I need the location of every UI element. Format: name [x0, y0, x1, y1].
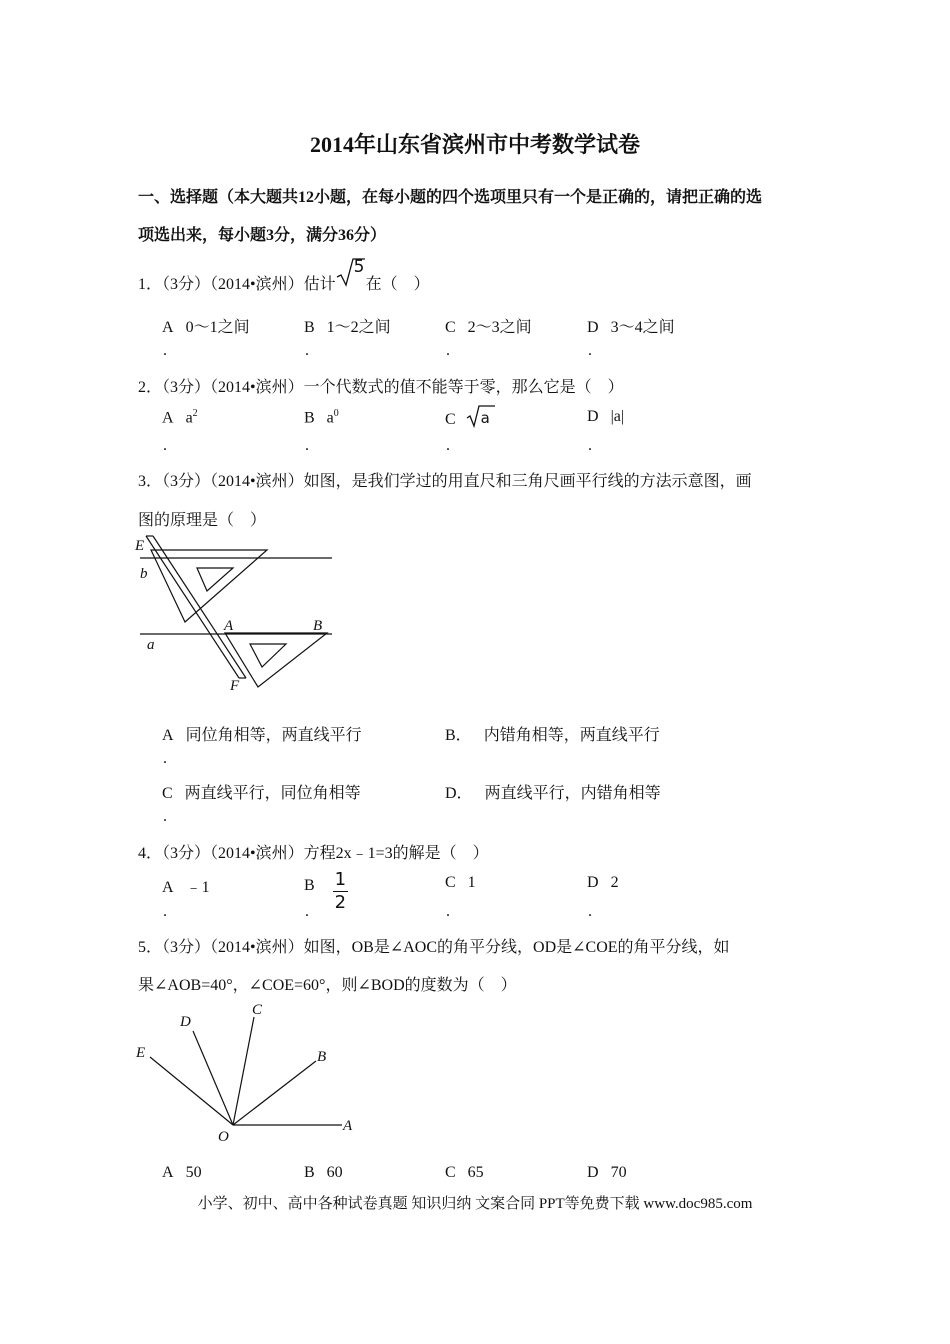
option-dot: . — [163, 808, 167, 825]
ruler-edge — [146, 536, 239, 678]
label-a: A — [343, 1118, 353, 1134]
option-dot: . — [588, 342, 592, 359]
option-d[interactable]: D 70 — [587, 1164, 627, 1181]
page-title: 2014年山东省滨州市中考数学试卷 — [309, 132, 640, 157]
option-a[interactable]: A 50 — [162, 1164, 202, 1181]
option-dot: . — [588, 437, 592, 454]
label-f: F — [230, 678, 240, 694]
question-number: 2． — [138, 379, 163, 396]
radicand: 5 — [353, 257, 365, 277]
ruler-edge — [153, 536, 246, 678]
sqrt-5 — [336, 257, 366, 289]
ray-oe — [150, 1057, 233, 1125]
option-d[interactable]: D 2 — [587, 874, 619, 891]
label-a-point: A — [224, 618, 234, 634]
question-number: 4． — [138, 845, 163, 862]
option-dot: . — [305, 903, 309, 920]
option-dot: . — [446, 903, 450, 920]
question-text: （3分）（2014•滨州）一个代数式的值不能等于零，那么它是（ ） — [162, 379, 624, 396]
question-text: （3分）（2014•滨州）如图，是我们学过的用直尺和三角尺画平行线的方法示意图，画 — [162, 473, 752, 490]
option-dot: . — [446, 437, 450, 454]
option-b[interactable]: B $\frac{1}{2}$ — [304, 874, 349, 895]
question-4 — [138, 840, 489, 863]
question-text: （3分）（2014•滨州）方程2x﹣1=3的解是（ ） — [162, 845, 489, 862]
option-b[interactable]: B 1～2之间 — [304, 319, 391, 336]
question-text-end: 在（ ） — [365, 276, 430, 293]
section-heading-line1: 一、选择题（本大题共12小题，在每小题的四个选项里只有一个是正确的，请把正确的选 — [138, 189, 763, 206]
question-2 — [138, 374, 624, 397]
option-c[interactable]: C a — [445, 408, 496, 429]
footer-banner: 小学、初中、高中各种试卷真题 知识归纳 文案合同 PPT等免费下载 www.doc985.com — [197, 1196, 753, 1212]
question-5-line2: 果∠AOB=40°，∠COE=60°，则∠BOD的度数为（ ） — [138, 977, 517, 994]
option-dot: . — [305, 437, 309, 454]
angle-bisector-figure — [130, 995, 360, 1145]
lower-set-square — [225, 633, 327, 687]
option-dot: . — [305, 342, 309, 359]
ray-ob — [233, 1061, 316, 1125]
label-d: D — [180, 1014, 191, 1030]
label-o: O — [218, 1129, 229, 1145]
parallel-lines-figure — [130, 530, 340, 695]
option-c[interactable]: C 1 — [445, 874, 476, 891]
upper-set-square — [151, 550, 267, 622]
option-a[interactable]: A ﹣1 — [162, 879, 210, 896]
option-c[interactable]: C 两直线平行，同位角相等 — [162, 785, 361, 802]
option-dot: . — [446, 342, 450, 359]
fraction-one-half: $\frac{1}{2}$ — [334, 869, 347, 913]
option-b[interactable]: B $a^0$ — [304, 408, 339, 427]
ray-od — [193, 1031, 233, 1125]
option-a[interactable]: A 0～1之间 — [162, 319, 250, 336]
question-1 — [138, 257, 430, 294]
option-dot: . — [588, 903, 592, 920]
question-3-line2: 图的原理是（ ） — [138, 512, 267, 529]
label-b: b — [140, 566, 148, 582]
question-text: （3分）（2014•滨州）如图，OB是∠AOC的角平分线，OD是∠COE的角平分线，如 — [162, 939, 730, 956]
option-d[interactable]: D |a| — [587, 408, 625, 425]
option-c[interactable]: C 65 — [445, 1164, 484, 1181]
question-text: （3分）（2014•滨州）估计 — [162, 276, 336, 293]
question-5 — [138, 934, 730, 957]
option-a[interactable]: A $a^2$ — [162, 408, 198, 427]
question-3 — [138, 468, 752, 491]
label-e: E — [136, 1045, 146, 1061]
question-number: 3． — [138, 473, 163, 490]
label-e: E — [135, 538, 145, 554]
option-b[interactable]: B 60 — [304, 1164, 343, 1181]
option-a[interactable]: A 同位角相等，两直线平行 — [162, 727, 362, 744]
option-dot: . — [163, 342, 167, 359]
option-c[interactable]: C 2～3之间 — [445, 319, 532, 336]
label-c: C — [252, 1002, 263, 1018]
label-b: B — [317, 1049, 327, 1065]
option-dot: . — [163, 903, 167, 920]
question-number: 1． — [138, 276, 163, 293]
option-b[interactable]: B． 内错角相等，两直线平行 — [445, 727, 660, 744]
ray-oc — [233, 1017, 254, 1125]
option-dot: . — [163, 437, 167, 454]
option-d[interactable]: D 3～4之间 — [587, 319, 675, 336]
question-number: 5． — [138, 939, 163, 956]
option-dot: . — [163, 750, 167, 767]
sqrt-a: a — [466, 408, 496, 424]
label-b-point: B — [313, 618, 323, 634]
label-a: a — [147, 637, 155, 653]
option-d[interactable]: D． 两直线平行，内错角相等 — [445, 785, 661, 802]
section-heading-line2: 项选出来，每小题3分，满分36分） — [138, 227, 387, 244]
